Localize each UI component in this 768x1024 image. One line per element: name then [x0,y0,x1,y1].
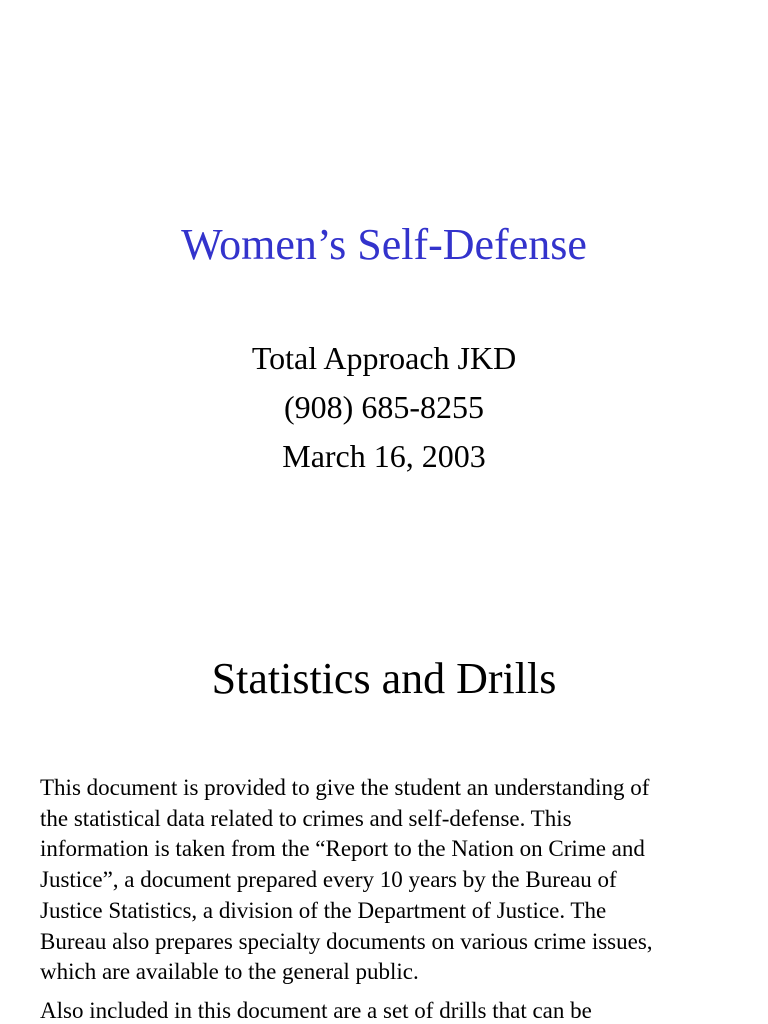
document-title: Women’s Self-Defense [181,220,587,269]
title-block-info [0,334,768,481]
paragraph-line: information is taken from the “Report to the Nation on Crime and [40,836,645,862]
paragraph-line: Also included in this document are a set of drills that can be [40,997,592,1023]
body-text [40,773,740,1024]
paragraph-drills [40,996,740,1024]
paragraph-line: Justice Statistics, a division of the Department of Justice. The [40,897,607,923]
paragraph-line: This document is provided to give the student an understanding of [40,775,650,800]
paragraph-line: Justice”, a document prepared every 10 years by the Bureau of [40,867,617,893]
section-heading: Statistics and Drills [211,654,557,703]
paragraph-intro [40,773,740,988]
paragraph-line: the statistical data related to crimes and self-defense. This [40,805,572,831]
paragraph-line: which are available to the general public. [40,959,419,985]
organization-name: Total Approach JKD [251,340,517,376]
document-date: March 16, 2003 [282,438,486,474]
phone-number: (908) 685-8255 [284,389,484,425]
paragraph-line: Bureau also prepares specialty documents on various crime issues, [40,928,653,954]
